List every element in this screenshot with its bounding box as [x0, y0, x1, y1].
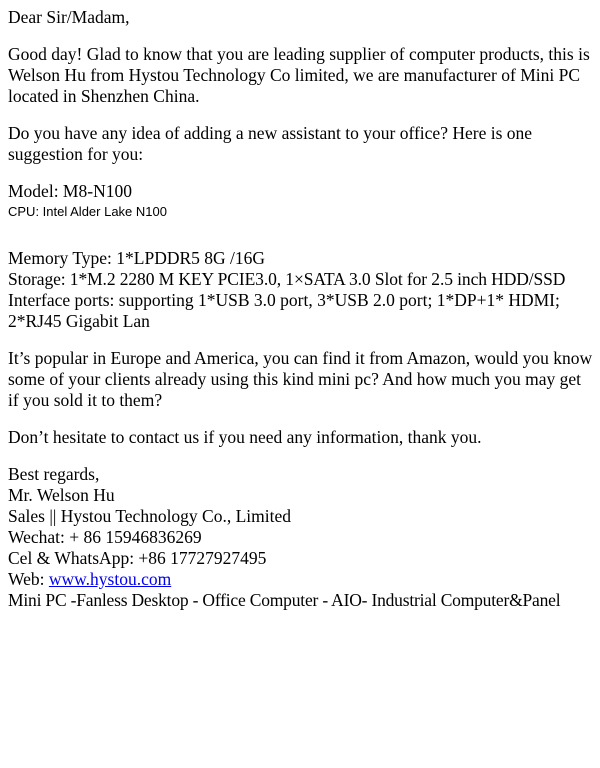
spec-model: Model: M8-N100 [8, 181, 132, 201]
intro-paragraph: Good day! Glad to know that you are leading supplier of computer products, this is Welson Hu from Hystou Technology Co limited, we are manufacturer of Mini PC located in Shenzhen China. [8, 44, 590, 106]
signature-cel: Cel & WhatsApp: +86 17727927495 [8, 548, 267, 568]
signature-web [8, 569, 596, 590]
spec-cpu: CPU: Intel Alder Lake N100 [8, 204, 167, 219]
signature-block [8, 464, 596, 611]
spec-interface: Interface ports: supporting 1*USB 3.0 port, 3*USB 2.0 port; 1*DP+1* HDMI; 2*RJ45 Gigabit Lan [8, 290, 560, 331]
spec-block [8, 181, 596, 332]
signature-name: Mr. Welson Hu [8, 485, 115, 505]
greeting: Dear Sir/Madam, [8, 7, 130, 27]
spec-memory: Memory Type: 1*LPDDR5 8G /16G [8, 248, 266, 268]
question-paragraph: Do you have any idea of adding a new assistant to your office? Here is one suggestion for you: [8, 123, 533, 164]
signature-closing: Best regards, [8, 464, 100, 484]
contact-paragraph: Don’t hesitate to contact us if you need any information, thank you. [8, 427, 482, 447]
signature-web-prefix: Web: [8, 569, 49, 589]
signature-products: Mini PC -Fanless Desktop - Office Computer - AIO- Industrial Computer&Panel [8, 590, 561, 610]
email-body [8, 7, 596, 611]
popular-paragraph: It’s popular in Europe and America, you can find it from Amazon, would you know some of your clients already using this kind mini pc? And how much you may get if you sold it to them? [8, 348, 593, 410]
spec-storage: Storage: 1*M.2 2280 M KEY PCIE3.0, 1×SATA 3.0 Slot for 2.5 inch HDD/SSD [8, 269, 566, 289]
website-link[interactable]: www.hystou.com [48, 569, 172, 589]
signature-wechat: Wechat: + 86 15946836269 [8, 527, 202, 547]
signature-title: Sales || Hystou Technology Co., Limited [8, 506, 292, 526]
